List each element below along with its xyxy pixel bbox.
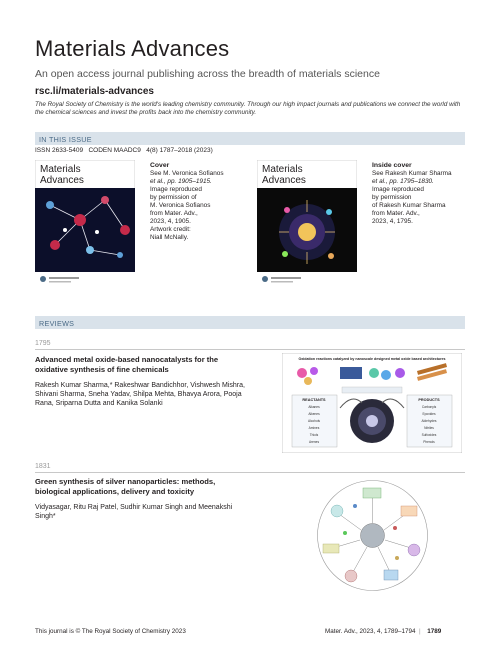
- journal-title: Materials Advances: [35, 36, 230, 61]
- cover-line: 2023, 4, 1905.: [150, 218, 191, 225]
- cover-logo-line2: Advances: [40, 175, 84, 186]
- inside-cover-image[interactable]: [257, 160, 357, 288]
- graphic-left-item: Thiols: [309, 433, 319, 437]
- cover-logo-line1: Materials: [262, 164, 303, 175]
- journal-link[interactable]: rsc.li/materials-advances: [35, 86, 154, 97]
- in-this-issue-heading: IN THIS ISSUE: [35, 132, 465, 145]
- journal-tagline: An open access journal publishing across the breadth of materials science: [35, 68, 380, 80]
- graphic-right-header: PRODUCTS: [418, 398, 440, 402]
- toc-graphic-silver-nanoparticles: [315, 478, 430, 593]
- footer-citation-text: Mater. Adv., 2023, 4, 1789–1794: [325, 628, 416, 635]
- reviews-heading: REVIEWS: [35, 316, 465, 329]
- cover-line: See M. Veronica Sofianos: [150, 170, 224, 177]
- about-text: The Royal Society of Chemistry is the world's leading chemistry community. Through our high impact journals and publications we connect the world with the chemical sciences and invest the profits back into the chemistry community.: [35, 101, 461, 117]
- graphic-right-item: Sulfoxides: [421, 433, 437, 437]
- cover-line: from Mater. Adv.,: [150, 210, 198, 217]
- graphic-left-header: REACTANTS: [302, 398, 326, 402]
- toc-graphic-nanocatalysts: [282, 353, 462, 453]
- graphic-right-item: Phenols: [423, 440, 435, 444]
- article-authors: Vidyasagar, Ritu Raj Patel, Sudhir Kumar Singh and Meenakshi Singh*: [35, 504, 233, 521]
- cover-line: Niall McNally.: [150, 234, 189, 241]
- article-title[interactable]: Advanced metal oxide-based nanocatalysts for the oxidative synthesis of fine chemicals: [35, 355, 219, 374]
- graphic-left-item: Alkenes: [308, 412, 320, 416]
- footer-citation: Mater. Adv., 2023, 4, 1789–1794 | 1789: [325, 628, 442, 635]
- cover-line: et al., pp. 1905–1915.: [150, 178, 212, 185]
- graphic-left-item: Arenes: [308, 440, 320, 444]
- footer-page-number: 1789: [427, 628, 442, 635]
- cover-line: et al., pp. 1795–1830.: [372, 178, 434, 185]
- graphic-right-item: Carbonyls: [421, 405, 437, 409]
- cover-logo-line1: Materials: [40, 164, 81, 175]
- graphic-right-item: Aldehydes: [421, 419, 437, 423]
- footer-copyright: This journal is © The Royal Society of Chemistry 2023: [35, 628, 186, 635]
- cover-line: M. Veronica Sofianos: [150, 202, 211, 209]
- divider: [35, 472, 465, 473]
- cover-line: 2023, 4, 1795.: [372, 218, 413, 225]
- cover-line: by permission of: [150, 194, 197, 201]
- cover-line: Artwork credit:: [150, 226, 191, 233]
- inside-cover-label: Inside cover: [372, 162, 412, 169]
- inside-cover-caption: [372, 162, 467, 226]
- graphic-left-item: Amines: [308, 426, 320, 430]
- cover-line: See Rakesh Kumar Sharma: [372, 170, 452, 177]
- graphic-left-item: Alkanes: [308, 405, 320, 409]
- graphic-right-item: Nitriles: [424, 426, 434, 430]
- article-page-number: 1831: [35, 463, 51, 470]
- article-authors: Rakesh Kumar Sharma,* Rakeshwar Bandichhor, Vishwesh Mishra, Shivani Sharma, Sneha Yadav, Shilpa Mehta, Bhavya Arora, Pooja Rana, Sriparna Dutta and Kanika Solanki: [35, 382, 245, 408]
- cover-caption: [150, 162, 240, 242]
- divider: [35, 349, 465, 350]
- coden: CODEN MAADC9: [88, 147, 141, 154]
- cover-line: Image reproduced: [150, 186, 202, 193]
- graphic-right-item: Epoxides: [422, 412, 436, 416]
- cover-line: by permission: [372, 194, 412, 201]
- graphic-banner: Oxidation reactions catalyzed by nanoscale designed metal oxide based architectures: [298, 357, 446, 361]
- article-page-number: 1795: [35, 340, 51, 347]
- cover-label: Cover: [150, 162, 170, 169]
- issn-line: [35, 147, 213, 154]
- cover-line: Image reproduced: [372, 186, 424, 193]
- cover-line: of Rakesh Kumar Sharma: [372, 202, 446, 209]
- graphic-left-item: Alcohols: [307, 419, 321, 423]
- article-title[interactable]: Green synthesis of silver nanoparticles: methods, biological applications, delivery and toxicity: [35, 477, 216, 496]
- cover-logo-line2: Advances: [262, 175, 306, 186]
- cover-line: from Mater. Adv.,: [372, 210, 420, 217]
- issn: ISSN 2633-5409: [35, 147, 84, 154]
- volume-info: 4(8) 1787–2018 (2023): [146, 147, 213, 154]
- cover-image[interactable]: [35, 160, 135, 288]
